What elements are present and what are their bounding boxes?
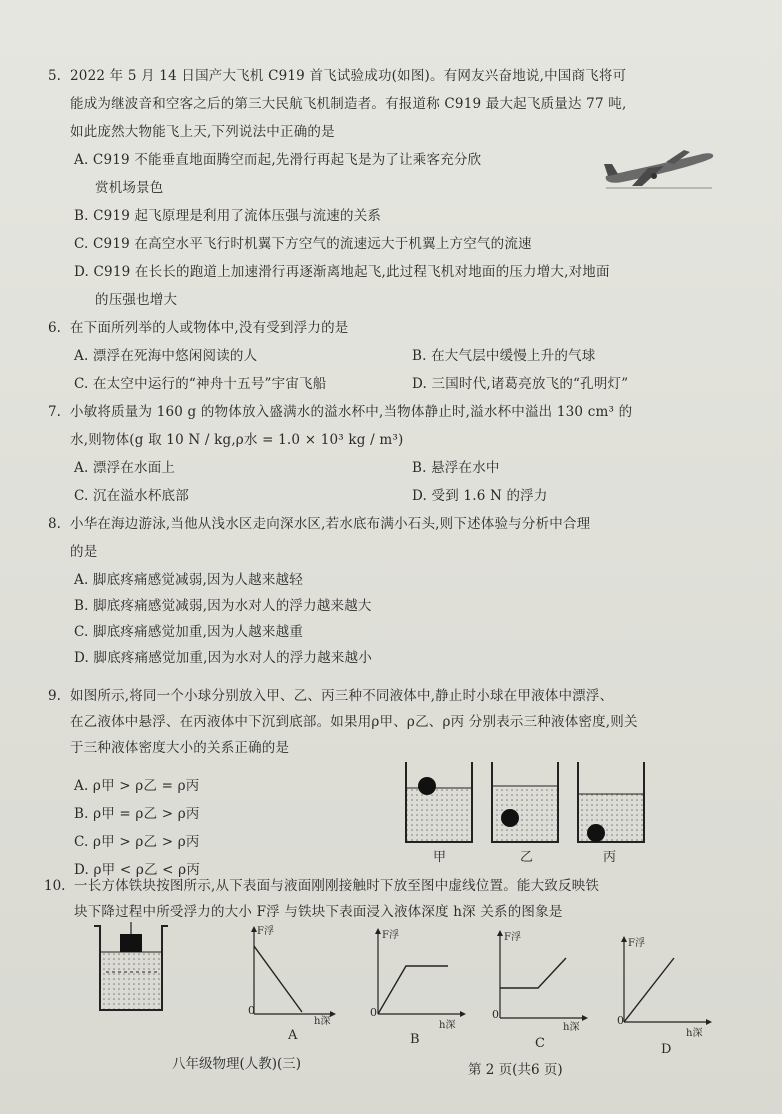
q9-stem-line2: 在乙液体中悬浮、在丙液体中下沉到底部。如果用ρ甲、ρ乙、ρ丙 分别表示三种液体密度,则关 [70,714,638,730]
beaker-jia [406,762,472,842]
q5-stem-line3: 如此庞然大物能飞上天,下列说法中正确的是 [70,124,335,140]
graph-b-label: B [410,1032,420,1047]
q5-stem-line2: 能成为继波音和空客之后的第三大民航飞机制造者。有报道称 C919 最大起飞质量达 77 吨, [70,96,627,112]
graph-d-x-label: h深 [686,1028,703,1039]
q5-option-a-line2: 赏机场景色 [95,180,164,196]
q9-option-b: B. ρ甲 = ρ乙 > ρ丙 [74,806,200,822]
q10-stem-line2: 块下降过程中所受浮力的大小 F浮 与铁块下表面浸入液体深度 h深 关系的图象是 [74,904,563,920]
footer-page-number: 第 2 页(共6 页) [468,1062,563,1078]
ball-sunk [587,824,605,842]
q5-stem-line1: 2022 年 5 月 14 日国产大飞机 C919 首飞试验成功(如图)。有网友兴奋地说,中国商飞将可 [70,68,627,84]
graph-d-line [624,958,674,1022]
q9-option-d: D. ρ甲 < ρ乙 < ρ丙 [74,862,201,878]
footer-subject: 八年级物理(人教)(三) [172,1056,302,1072]
graph-d-y-label: F浮 [628,938,645,949]
graph-c-origin: 0 [492,1008,499,1021]
q7-option-c: C. 沉在溢水杯底部 [74,488,189,504]
iron-block [120,934,142,952]
q10-number: 10. [44,878,66,894]
q7-option-d: D. 受到 1.6 N 的浮力 [412,488,548,504]
q8-stem-line1: 小华在海边游泳,当他从浅水区走向深水区,若水底布满小石头,则下述体验与分析中合理 [70,516,591,532]
q5-option-b: B. C919 起飞原理是利用了流体压强与流速的关系 [74,208,382,224]
graph-b-origin: 0 [370,1006,377,1019]
q10-graph-c [492,930,588,1028]
graph-a-origin: 0 [248,1004,255,1017]
c919-airplane-image [602,142,717,192]
graph-c-y-label: F浮 [504,932,521,943]
graph-b-x-label: h深 [439,1020,456,1031]
beaker-label-bing: 丙 [603,850,617,865]
q7-option-a: A. 漂浮在水面上 [74,460,176,476]
q10-stem-line1: 一长方体铁块按图所示,从下表面与液面刚刚接触时下放至图中虚线位置。能大致反映铁 [74,878,600,894]
q6-number: 6. [48,320,61,336]
graph-d-label: D [661,1042,672,1057]
graph-a-label: A [288,1028,298,1043]
q7-number: 7. [48,404,61,420]
beaker-bing [578,762,644,842]
q9-stem-line1: 如图所示,将同一个小球分别放入甲、乙、丙三种不同液体中,静止时小球在甲液体中漂浮、 [70,688,614,704]
q5-option-d-line2: 的压强也增大 [95,292,178,308]
q8-option-b: B. 脚底疼痛感觉减弱,因为水对人的浮力越来越大 [74,598,372,614]
graph-d-origin: 0 [617,1014,624,1027]
q6-option-b: B. 在大气层中缓慢上升的气球 [412,348,596,364]
graph-b-line [378,966,448,1014]
q10-graph-b [370,928,466,1026]
q8-number: 8. [48,516,61,532]
q9-number: 9. [48,688,61,704]
ball-floating [418,777,436,795]
q5-option-d-line1: D. C919 在长长的跑道上加速滑行再逐渐离地起飞,此过程飞机对地面的压力增大,对地面 [74,264,610,280]
q6-option-a: A. 漂浮在死海中悠闲阅读的人 [74,348,258,364]
q9-stem-line3: 于三种液体密度大小的关系正确的是 [70,740,290,756]
q8-option-d: D. 脚底疼痛感觉加重,因为水对人的浮力越来越小 [74,650,373,666]
q10-graph-d [616,936,712,1034]
q5-option-c: C. C919 在高空水平飞行时机翼下方空气的流速远大于机翼上方空气的流速 [74,236,532,252]
q8-stem-line2: 的是 [70,544,98,560]
graph-a-x-label: h深 [314,1016,331,1027]
q5-option-a-line1: A. C919 不能垂直地面腾空而起,先滑行再起飞是为了让乘客充分欣 [74,152,482,168]
q6-stem: 在下面所列举的人或物体中,没有受到浮力的是 [70,320,349,336]
q6-option-d: D. 三国时代,诸葛亮放飞的“孔明灯” [412,376,629,392]
q5-number: 5. [48,68,61,84]
q7-stem-line2: 水,则物体(g 取 10 N / kg,ρ水 = 1.0 × 10³ kg / m³) [70,432,404,448]
q10-container-figure [92,922,172,1014]
q6-option-c: C. 在太空中运行的“神舟十五号”宇宙飞船 [74,376,327,392]
graph-c-x-label: h深 [563,1022,580,1033]
graph-a-line [254,946,302,1012]
q8-option-a: A. 脚底疼痛感觉减弱,因为人越来越轻 [74,572,303,588]
q9-option-a: A. ρ甲 > ρ乙 = ρ丙 [74,778,200,794]
q10-graph-a [246,926,336,1024]
ball-suspended [501,809,519,827]
graph-c-label: C [535,1036,545,1051]
graph-c-line [500,958,566,988]
beaker-yi [492,762,558,842]
beaker-label-yi: 乙 [520,850,534,865]
q7-option-b: B. 悬浮在水中 [412,460,500,476]
graph-a-y-label: F浮 [257,926,274,937]
q8-option-c: C. 脚底疼痛感觉加重,因为人越来越重 [74,624,304,640]
graph-b-y-label: F浮 [382,930,399,941]
q7-stem-line1: 小敏将质量为 160 g 的物体放入盛满水的溢水杯中,当物体静止时,溢水杯中溢出 130 cm³ 的 [70,404,633,420]
beaker-label-jia: 甲 [433,850,447,865]
q9-option-c: C. ρ甲 > ρ乙 > ρ丙 [74,834,200,850]
